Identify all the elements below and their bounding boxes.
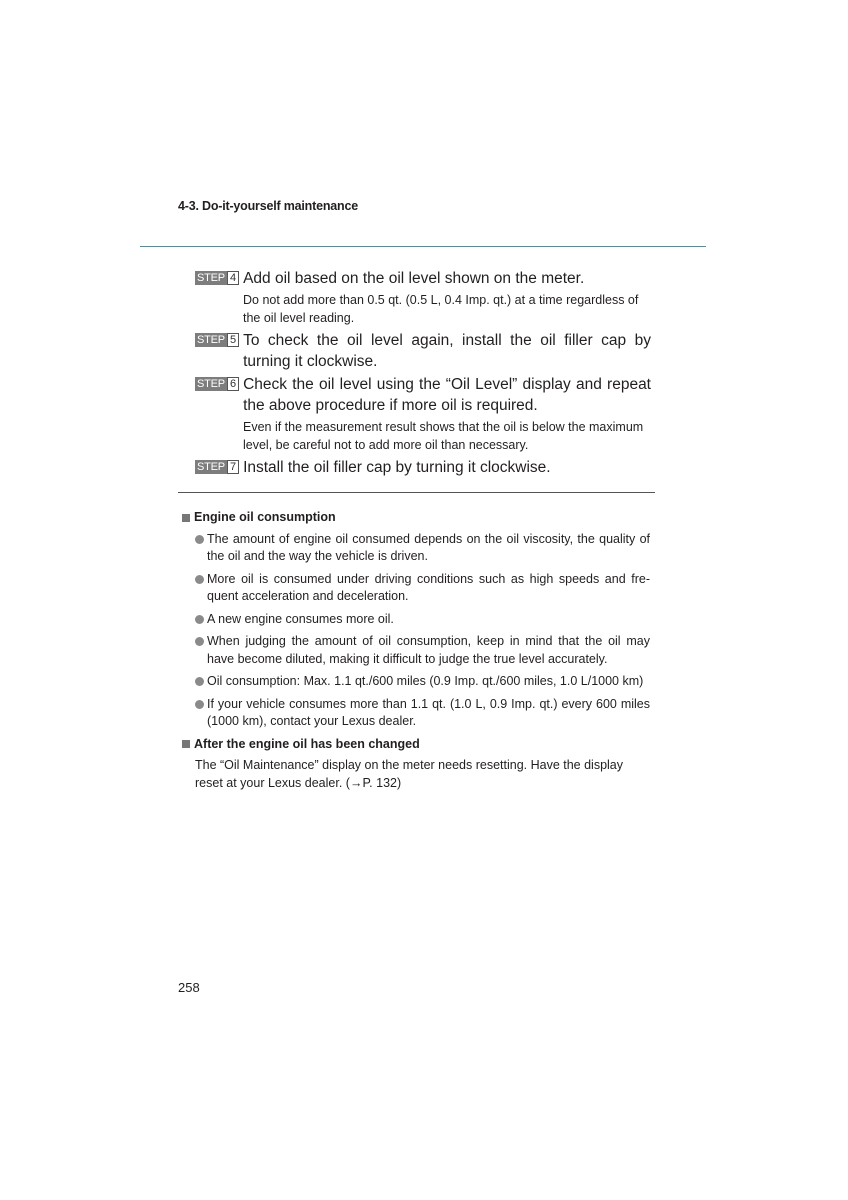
circle-bullet-icon [195,615,204,624]
list-item-text: The amount of engine oil consumed depends on the oil viscosity, the quality of the oil and the way the vehicle is driven. [207,531,650,563]
step-note: Do not add more than 0.5 qt. (0.5 L, 0.4 Imp. qt.) at a time regardless of the oil level reading. [243,293,639,325]
square-bullet-icon [182,514,190,522]
step-badge-label: STEP [197,378,225,390]
section-heading-after-change [182,736,650,754]
circle-bullet-icon [195,637,204,646]
circle-bullet-icon [195,575,204,584]
step-text: To check the oil level again, install the oil filler cap by turning it clockwise. [243,332,651,370]
header-divider [140,246,706,247]
step-badge-number: 7 [227,460,239,474]
consumption-list [182,531,650,731]
list-item [195,571,650,606]
square-bullet-icon [182,740,190,748]
list-item [195,611,650,629]
steps-list [195,268,651,478]
list-item-text: A new engine consumes more oil. [207,611,394,626]
step-text: Check the oil level using the “Oil Level” display and repeat the above procedure if more oil is required. [243,376,651,414]
list-item-text: When judging the amount of oil consumption, keep in mind that the oil may have become diluted, making it difficult to judge the true level accurately. [207,634,650,666]
step-4 [195,268,651,327]
circle-bullet-icon [195,700,204,709]
section-heading-consumption [182,509,650,527]
step-6 [195,374,651,454]
list-item [195,696,650,731]
step-badge [195,271,239,285]
page-number: 258 [178,980,200,995]
section-header: 4-3. Do-it-yourself maintenance [178,199,358,213]
step-badge-number: 6 [227,377,239,391]
steps-divider [178,492,655,493]
list-item [195,633,650,668]
section-title: Engine oil consumption [194,510,336,524]
step-badge-label: STEP [197,272,225,284]
list-item-text: If your vehicle consumes more than 1.1 qt. (1.0 L, 0.9 Imp. qt.) every 600 miles (1000 km), contact your Lexus dealer. [207,696,650,728]
circle-bullet-icon [195,535,204,544]
after-change-text: The “Oil Maintenance” display on the meter needs resetting. Have the display reset at your Lexus dealer. (→P. 132) [195,758,624,790]
step-7 [195,457,651,478]
step-badge-number: 4 [227,271,239,285]
step-badge-label: STEP [197,461,225,473]
list-item [195,531,650,566]
step-badge-number: 5 [227,333,239,347]
step-badge-label: STEP [197,334,225,346]
step-note: Even if the measurement result shows that the oil is below the maximum level, be careful not to add more oil than necessary. [243,420,644,452]
list-item-text: Oil consumption: Max. 1.1 qt./600 miles (0.9 Imp. qt./600 miles, 1.0 L/1000 km) [207,674,644,688]
step-5 [195,330,651,372]
list-item-text: More oil is consumed under driving conditions such as high speeds and fre-quent acceleration and deceleration. [207,571,650,603]
step-badge [195,377,239,391]
step-text: Add oil based on the oil level shown on the meter. [243,270,585,287]
notes-area [182,509,650,792]
section-title: After the engine oil has been changed [194,736,420,751]
step-badge [195,333,239,347]
step-text: Install the oil filler cap by turning it clockwise. [243,459,551,476]
circle-bullet-icon [195,677,204,686]
list-item [195,673,650,691]
step-badge [195,460,239,474]
